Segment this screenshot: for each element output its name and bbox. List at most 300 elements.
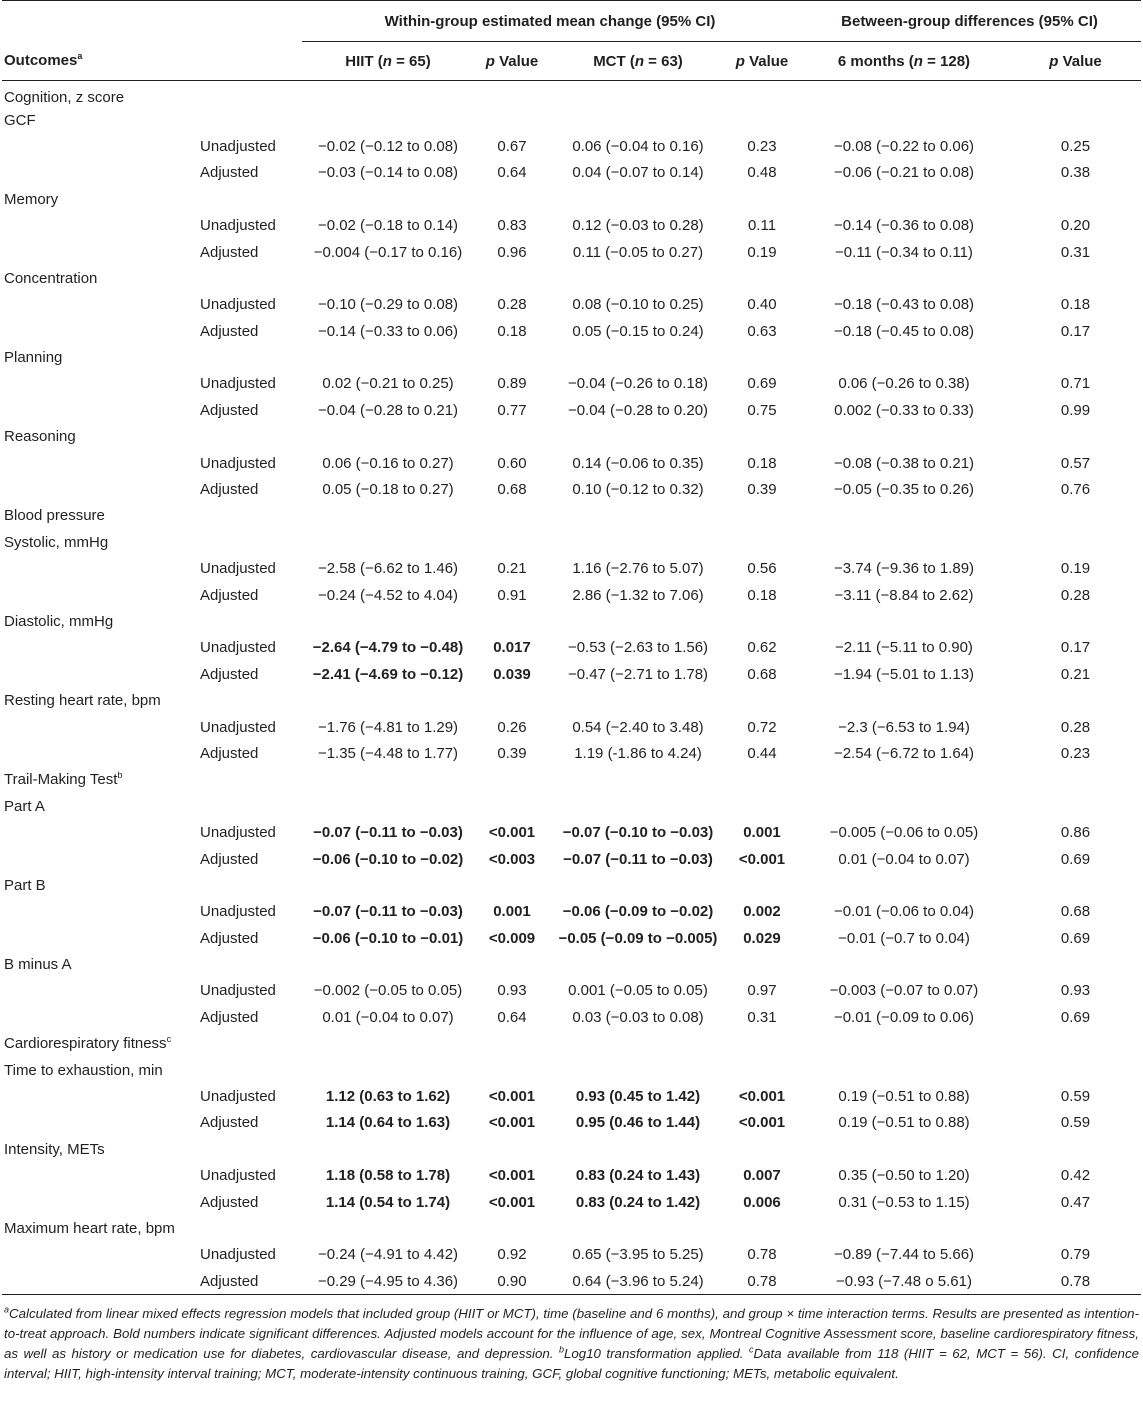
category-label — [2, 608, 1141, 634]
mct-p-value: 0.72 — [747, 718, 777, 736]
category-label — [2, 1031, 1141, 1057]
between-p-value: 0.17 — [1060, 322, 1091, 340]
row-label: Unadjusted — [200, 137, 276, 155]
hiit-p-value: 0.64 — [497, 164, 527, 182]
mct-p-value: 0.63 — [747, 322, 777, 340]
category-label — [2, 529, 1141, 555]
mct-change: 0.54 (−2.40 to 3.48) — [572, 718, 704, 736]
indent-cell — [2, 1110, 198, 1136]
category-row — [2, 687, 1141, 713]
hiit-change: −0.06 (−0.10 to −0.01) — [312, 929, 464, 947]
row-label: Unadjusted — [200, 1167, 276, 1185]
category-text: Blood pressure — [4, 507, 105, 525]
hiit-change: −0.02 (−0.18 to 0.14) — [317, 217, 459, 235]
mct-p-value: 0.78 — [747, 1246, 777, 1264]
table-row — [2, 740, 1141, 766]
mct-p-value: 0.002 — [743, 903, 781, 921]
table-row — [2, 1083, 1141, 1109]
indent-cell — [2, 371, 198, 397]
indent-cell — [2, 476, 198, 502]
hiit-p-value: <0.001 — [488, 1167, 536, 1185]
mct-p-value: 0.56 — [747, 560, 777, 578]
table-row — [2, 318, 1141, 344]
category-row — [2, 424, 1141, 450]
header-p1-suffix: Value — [494, 52, 539, 70]
category-text: Trail-Making Test — [4, 771, 118, 789]
mct-change: 0.08 (−0.10 to 0.25) — [572, 296, 704, 314]
mct-p-value: 0.75 — [747, 401, 777, 419]
between-p-value: 0.28 — [1060, 718, 1091, 736]
indent-cell — [2, 819, 198, 845]
hiit-p-value: <0.001 — [488, 1193, 536, 1211]
mct-change: −0.04 (−0.28 to 0.20) — [567, 401, 709, 419]
mct-p-value: 0.11 — [747, 217, 777, 235]
indent-cell — [2, 635, 198, 661]
category-text: Time to exhaustion, min — [4, 1061, 163, 1079]
footnote-a-mark: a — [4, 1304, 10, 1315]
mct-change: 0.83 (0.24 to 1.43) — [575, 1167, 701, 1185]
between-diff: −0.003 (−0.07 to 0.07) — [829, 982, 979, 1000]
mct-p-value: <0.001 — [738, 1088, 786, 1106]
mct-change: 0.14 (−0.06 to 0.35) — [572, 454, 704, 472]
between-diff: −0.01 (−0.09 to 0.06) — [833, 1008, 975, 1026]
between-p-value: 0.76 — [1060, 481, 1091, 499]
hiit-change: 0.06 (−0.16 to 0.27) — [322, 454, 454, 472]
category-label — [2, 186, 1141, 212]
header-p-value-between — [1010, 42, 1141, 81]
category-text: Part B — [4, 876, 46, 894]
mct-change: 2.86 (−1.32 to 7.06) — [572, 586, 704, 604]
between-p-value: 0.59 — [1060, 1088, 1091, 1106]
between-p-value: 0.69 — [1060, 850, 1091, 868]
hiit-p-value: 0.64 — [497, 1008, 527, 1026]
header-mct-prefix: MCT ( — [593, 52, 635, 70]
mct-change: −0.05 (−0.09 to −0.005) — [558, 929, 718, 947]
header-p2-p: p — [735, 52, 745, 70]
table-row — [2, 212, 1141, 238]
mct-change: −0.07 (−0.10 to −0.03) — [562, 824, 714, 842]
category-row — [2, 1057, 1141, 1083]
hiit-p-value: 0.92 — [497, 1246, 527, 1264]
category-row — [2, 951, 1141, 977]
between-p-value: 0.38 — [1060, 164, 1091, 182]
between-p-value: 0.71 — [1060, 375, 1091, 393]
footnote-b-text: Log10 transformation applied. — [563, 1345, 750, 1361]
table-row — [2, 582, 1141, 608]
between-p-value: 0.69 — [1060, 1008, 1091, 1026]
row-label: Unadjusted — [200, 718, 276, 736]
mct-change: 0.11 (−0.05 to 0.27) — [572, 243, 704, 261]
table-row — [2, 556, 1141, 582]
hiit-p-value: <0.003 — [488, 850, 536, 868]
table-row — [2, 1110, 1141, 1136]
mct-change: 0.12 (−0.03 to 0.28) — [572, 217, 704, 235]
between-diff: −0.08 (−0.22 to 0.06) — [833, 137, 975, 155]
between-diff: −0.08 (−0.38 to 0.21) — [833, 454, 975, 472]
category-label — [2, 767, 1141, 793]
table-row — [2, 635, 1141, 661]
category-text: B minus A — [4, 956, 72, 974]
mct-change: 1.16 (−2.76 to 5.07) — [572, 560, 704, 578]
mct-p-value: 0.001 — [743, 824, 781, 842]
mct-change: −0.07 (−0.11 to −0.03) — [563, 850, 713, 868]
header-mct-n: n — [634, 52, 645, 70]
category-row — [2, 529, 1141, 555]
mct-p-value: 0.44 — [747, 744, 777, 762]
category-label — [2, 81, 1141, 107]
row-label: Adjusted — [200, 850, 259, 868]
between-p-value: 0.25 — [1060, 137, 1091, 155]
indent-cell — [2, 1083, 198, 1109]
category-text: GCF — [4, 111, 36, 129]
category-label — [2, 1215, 1141, 1241]
hiit-change: −0.004 (−0.17 to 0.16) — [313, 243, 463, 261]
category-label — [2, 793, 1141, 819]
row-label: Unadjusted — [200, 1088, 276, 1106]
row-label: Unadjusted — [200, 982, 276, 1000]
header-within-group: Within-group estimated mean change (95% CI) — [302, 1, 798, 42]
between-p-value: 0.47 — [1060, 1193, 1091, 1211]
category-text: Memory — [4, 190, 59, 208]
table-footnote — [2, 1304, 1141, 1384]
indent-cell — [2, 1189, 198, 1215]
hiit-p-value: 0.93 — [497, 982, 527, 1000]
between-diff: −0.14 (−0.36 to 0.08) — [833, 217, 975, 235]
hiit-change: −0.14 (−0.33 to 0.06) — [317, 322, 459, 340]
table-body — [2, 81, 1141, 1295]
table-row — [2, 819, 1141, 845]
hiit-p-value: 0.83 — [497, 217, 527, 235]
indent-cell — [2, 978, 198, 1004]
between-diff: −0.01 (−0.06 to 0.04) — [833, 903, 975, 921]
table-row — [2, 450, 1141, 476]
header-p-value-mct — [726, 42, 798, 81]
indent-cell — [2, 1268, 198, 1294]
mct-change: 1.19 (-1.86 to 4.24) — [574, 744, 702, 762]
row-label: Unadjusted — [200, 560, 276, 578]
indent-cell — [2, 661, 198, 687]
hiit-change: 1.14 (0.64 to 1.63) — [325, 1114, 451, 1132]
hiit-p-value: <0.001 — [488, 1114, 536, 1132]
between-p-value: 0.93 — [1060, 982, 1091, 1000]
footnote-c-mark: c — [749, 1344, 754, 1355]
table-row — [2, 160, 1141, 186]
header-bg-n: n — [913, 52, 923, 70]
hiit-change: −0.06 (−0.10 to −0.02) — [312, 850, 464, 868]
between-p-value: 0.78 — [1010, 1268, 1141, 1294]
hiit-change: −0.07 (−0.11 to −0.03) — [313, 824, 463, 842]
between-diff: 0.19 (−0.51 to 0.88) — [838, 1088, 970, 1106]
hiit-p-value: 0.21 — [497, 560, 527, 578]
mct-p-value: 0.69 — [747, 375, 777, 393]
hiit-p-value: 0.18 — [497, 322, 527, 340]
mct-change: 0.64 (−3.96 to 5.24) — [550, 1268, 726, 1294]
row-label: Adjusted — [200, 401, 259, 419]
table-row — [2, 292, 1141, 318]
between-diff: −2.11 (−5.11 to 0.90) — [835, 639, 973, 657]
header-mct — [550, 42, 726, 81]
category-label — [2, 107, 1141, 133]
row-label: Adjusted — [200, 481, 259, 499]
row-label: Unadjusted — [200, 454, 276, 472]
indent-cell — [2, 556, 198, 582]
category-row — [2, 1136, 1141, 1162]
mct-change: 0.83 (0.24 to 1.42) — [575, 1193, 701, 1211]
row-label: Adjusted — [200, 929, 259, 947]
table-row — [2, 846, 1141, 872]
mct-p-value: 0.029 — [743, 929, 781, 947]
category-label — [2, 265, 1141, 291]
hiit-change: 0.05 (−0.18 to 0.27) — [322, 481, 454, 499]
header-p3-suffix: Value — [1058, 52, 1102, 70]
category-row — [2, 767, 1141, 793]
between-diff: 0.19 (−0.51 to 0.88) — [838, 1114, 970, 1132]
hiit-p-value: 0.91 — [497, 586, 527, 604]
mct-change: 0.03 (−0.03 to 0.08) — [572, 1008, 704, 1026]
mct-p-value: 0.68 — [747, 665, 777, 683]
indent-cell — [2, 714, 198, 740]
category-label — [2, 687, 1141, 713]
mct-p-value: 0.18 — [747, 454, 777, 472]
hiit-change: 1.18 (0.58 to 1.78) — [325, 1167, 451, 1185]
between-p-value: 0.99 — [1060, 401, 1091, 419]
hiit-change: −0.02 (−0.12 to 0.08) — [317, 137, 459, 155]
hiit-p-value: 0.017 — [493, 639, 531, 657]
hiit-change: 1.14 (0.54 to 1.74) — [325, 1193, 451, 1211]
table-row — [2, 1242, 1141, 1268]
table-row — [2, 661, 1141, 687]
between-diff: 0.002 (−0.33 to 0.33) — [834, 401, 974, 419]
row-label: Adjusted — [200, 1008, 259, 1026]
mct-p-value: <0.001 — [738, 1114, 786, 1132]
between-diff: −3.11 (−8.84 to 2.62) — [834, 586, 974, 604]
header-hiit-prefix: HIIT ( — [345, 52, 383, 70]
between-diff: −0.06 (−0.21 to 0.08) — [833, 164, 975, 182]
hiit-change: −1.76 (−4.81 to 1.29) — [317, 718, 459, 736]
row-label: Unadjusted — [200, 217, 276, 235]
category-label — [2, 503, 1141, 529]
mct-change: 0.06 (−0.04 to 0.16) — [572, 137, 704, 155]
row-label: Adjusted — [198, 1268, 302, 1294]
mct-change: −0.06 (−0.09 to −0.02) — [562, 903, 714, 921]
indent-cell — [2, 846, 198, 872]
table-row — [2, 239, 1141, 265]
mct-p-value: 0.18 — [747, 586, 777, 604]
hiit-p-value: 0.60 — [497, 454, 527, 472]
hiit-p-value: 0.39 — [497, 744, 527, 762]
between-p-value: 0.68 — [1060, 903, 1091, 921]
between-diff: −1.94 (−5.01 to 1.13) — [833, 665, 975, 683]
indent-cell — [2, 160, 198, 186]
category-label — [2, 872, 1141, 898]
mct-p-value: <0.001 — [738, 850, 786, 868]
category-row — [2, 344, 1141, 370]
header-p3-p: p — [1049, 52, 1059, 70]
between-p-value: 0.79 — [1060, 1246, 1091, 1264]
row-label: Unadjusted — [200, 296, 276, 314]
row-label: Adjusted — [200, 744, 259, 762]
between-p-value: 0.23 — [1060, 744, 1091, 762]
hiit-change: −2.58 (−6.62 to 1.46) — [317, 560, 459, 578]
hiit-p-value: 0.67 — [497, 137, 527, 155]
header-hiit — [302, 42, 474, 81]
hiit-change: −0.24 (−4.52 to 4.04) — [317, 586, 459, 604]
hiit-p-value: <0.009 — [488, 929, 536, 947]
mct-p-value: 0.97 — [747, 982, 777, 1000]
mct-change: 0.65 (−3.95 to 5.25) — [572, 1246, 704, 1264]
hiit-p-value: <0.001 — [488, 1088, 536, 1106]
table-row — [2, 1189, 1141, 1215]
mct-p-value: 0.40 — [747, 296, 777, 314]
row-label: Adjusted — [200, 586, 259, 604]
row-label: Adjusted — [200, 665, 259, 683]
between-p-value: 0.17 — [1060, 639, 1091, 657]
between-p-value: 0.18 — [1060, 296, 1091, 314]
indent-cell — [2, 397, 198, 423]
row-label: Adjusted — [200, 1114, 259, 1132]
header-p1-p: p — [485, 52, 495, 70]
table-row — [2, 714, 1141, 740]
hiit-p-value: 0.28 — [497, 296, 527, 314]
mct-p-value: 0.39 — [747, 481, 777, 499]
footnote-b-mark: b — [558, 1344, 564, 1355]
between-diff: −2.3 (−6.53 to 1.94) — [838, 718, 970, 736]
header-six-months — [798, 42, 1010, 81]
table-row — [2, 1268, 1141, 1294]
indent-cell — [2, 899, 198, 925]
hiit-change: −0.10 (−0.29 to 0.08) — [317, 296, 459, 314]
row-label: Unadjusted — [200, 639, 276, 657]
category-row — [2, 81, 1141, 107]
header-p2-suffix: Value — [744, 52, 789, 70]
between-diff: 0.06 (−0.26 to 0.38) — [838, 375, 970, 393]
footnote-marker: b — [117, 770, 123, 781]
between-p-value: 0.28 — [1060, 586, 1091, 604]
header-spacer — [2, 1, 302, 42]
hiit-change: −0.03 (−0.14 to 0.08) — [317, 164, 459, 182]
mct-change: 0.001 (−0.05 to 0.05) — [568, 982, 708, 1000]
between-p-value: 0.19 — [1060, 560, 1091, 578]
between-diff: −0.93 (−7.48 o 5.61) — [798, 1268, 1010, 1294]
indent-cell — [2, 925, 198, 951]
mct-p-value: 0.23 — [747, 137, 777, 155]
mct-p-value: 0.31 — [747, 1008, 777, 1026]
category-row — [2, 608, 1141, 634]
hiit-p-value: 0.039 — [493, 665, 531, 683]
mct-change: −0.47 (−2.71 to 1.78) — [567, 665, 709, 683]
hiit-p-value: 0.26 — [497, 718, 527, 736]
category-row — [2, 1215, 1141, 1241]
category-label — [2, 951, 1141, 977]
mct-change: 0.04 (−0.07 to 0.14) — [572, 164, 704, 182]
header-bg-suffix: = 128) — [922, 52, 971, 70]
table-row — [2, 899, 1141, 925]
mct-change: 0.05 (−0.15 to 0.24) — [572, 322, 704, 340]
mct-p-value: 0.007 — [743, 1167, 781, 1185]
category-label — [2, 344, 1141, 370]
category-row — [2, 503, 1141, 529]
row-label: Adjusted — [200, 164, 259, 182]
hiit-change: −0.07 (−0.11 to −0.03) — [313, 903, 463, 921]
mct-change: −0.04 (−0.26 to 0.18) — [567, 375, 709, 393]
table-row — [2, 1163, 1141, 1189]
mct-p-value: 0.48 — [747, 164, 777, 182]
between-diff: 0.01 (−0.04 to 0.07) — [838, 850, 970, 868]
indent-cell — [2, 1163, 198, 1189]
category-text: Resting heart rate, bpm — [4, 692, 161, 710]
row-label: Adjusted — [200, 1193, 259, 1211]
hiit-change: −1.35 (−4.48 to 1.77) — [317, 744, 459, 762]
mct-p-value: 0.19 — [747, 243, 777, 261]
category-row — [2, 186, 1141, 212]
header-p-value-hiit — [474, 42, 550, 81]
between-diff: −0.89 (−7.44 to 5.66) — [833, 1246, 975, 1264]
header-mct-suffix: = 63) — [644, 52, 683, 70]
hiit-change: 0.01 (−0.04 to 0.07) — [322, 1008, 454, 1026]
mct-change: 0.93 (0.45 to 1.42) — [575, 1088, 701, 1106]
header-bg-prefix: 6 months ( — [837, 52, 914, 70]
category-text: Part A — [4, 797, 45, 815]
hiit-p-value: 0.77 — [497, 401, 527, 419]
footnote-c-text: Data available from 118 (HIIT = 62, MCT = 56). CI, confidence interval; HIIT, high-intensity interval training; MCT, moderate-intensity continuous training, GCF, global cognitive functioning; METs, metabolic equivalent. — [4, 1345, 1139, 1381]
between-p-value: 0.57 — [1060, 454, 1091, 472]
row-label: Adjusted — [200, 322, 259, 340]
hiit-change: −0.24 (−4.91 to 4.42) — [317, 1246, 459, 1264]
category-text: Diastolic, mmHg — [4, 613, 114, 630]
hiit-p-value: 0.90 — [474, 1268, 550, 1294]
category-text: Intensity, METs — [4, 1140, 105, 1158]
header-outcomes-label: Outcomes — [4, 52, 78, 70]
between-diff: −0.11 (−0.34 to 0.11) — [835, 243, 973, 261]
indent-cell — [2, 582, 198, 608]
category-row — [2, 265, 1141, 291]
category-row — [2, 793, 1141, 819]
footnote-a-text: Calculated from linear mixed effects regression models that included group (HIIT or MCT), time (baseline and 6 months), and group × time interaction terms. Results are presented as intention-to-treat approach. Bold numbers indicate significant differences. Adjusted models account for the influence of age, sex, Montreal Cognitive Assessment score, baseline cardiorespiratory fitness, as well as history or medication use for diabetes, cardiovascular disease, and depression. — [4, 1305, 1139, 1361]
category-text: Reasoning — [4, 428, 76, 446]
hiit-p-value: <0.001 — [488, 824, 536, 842]
indent-cell — [2, 1242, 198, 1268]
category-text: Planning — [4, 349, 63, 367]
hiit-change: −0.002 (−0.05 to 0.05) — [313, 982, 463, 1000]
header-outcomes — [2, 42, 302, 81]
between-p-value: 0.86 — [1060, 824, 1091, 842]
table-row — [2, 397, 1141, 423]
hiit-p-value: 0.96 — [497, 243, 527, 261]
category-row — [2, 872, 1141, 898]
row-label: Adjusted — [200, 243, 259, 261]
table-row — [2, 1004, 1141, 1030]
mct-p-value: 0.62 — [747, 639, 777, 657]
header-hiit-suffix: = 65) — [391, 52, 431, 70]
between-p-value: 0.42 — [1060, 1167, 1091, 1185]
mct-change: 0.95 (0.46 to 1.44) — [575, 1114, 701, 1132]
between-p-value: 0.21 — [1060, 665, 1091, 683]
hiit-change: −0.04 (−0.28 to 0.21) — [317, 401, 459, 419]
footnote-marker-a: a — [77, 51, 83, 62]
results-table — [2, 0, 1141, 1295]
hiit-change: −0.29 (−4.95 to 4.36) — [302, 1268, 474, 1294]
between-p-value: 0.59 — [1060, 1114, 1091, 1132]
row-label: Unadjusted — [200, 903, 276, 921]
category-label — [2, 1057, 1141, 1083]
category-row — [2, 1031, 1141, 1057]
footnote-marker: c — [166, 1034, 172, 1045]
category-text: Cardiorespiratory fitness — [4, 1035, 167, 1053]
between-p-value: 0.69 — [1060, 929, 1091, 947]
table-row — [2, 978, 1141, 1004]
between-diff: −0.01 (−0.7 to 0.04) — [838, 929, 970, 947]
indent-cell — [2, 133, 198, 159]
